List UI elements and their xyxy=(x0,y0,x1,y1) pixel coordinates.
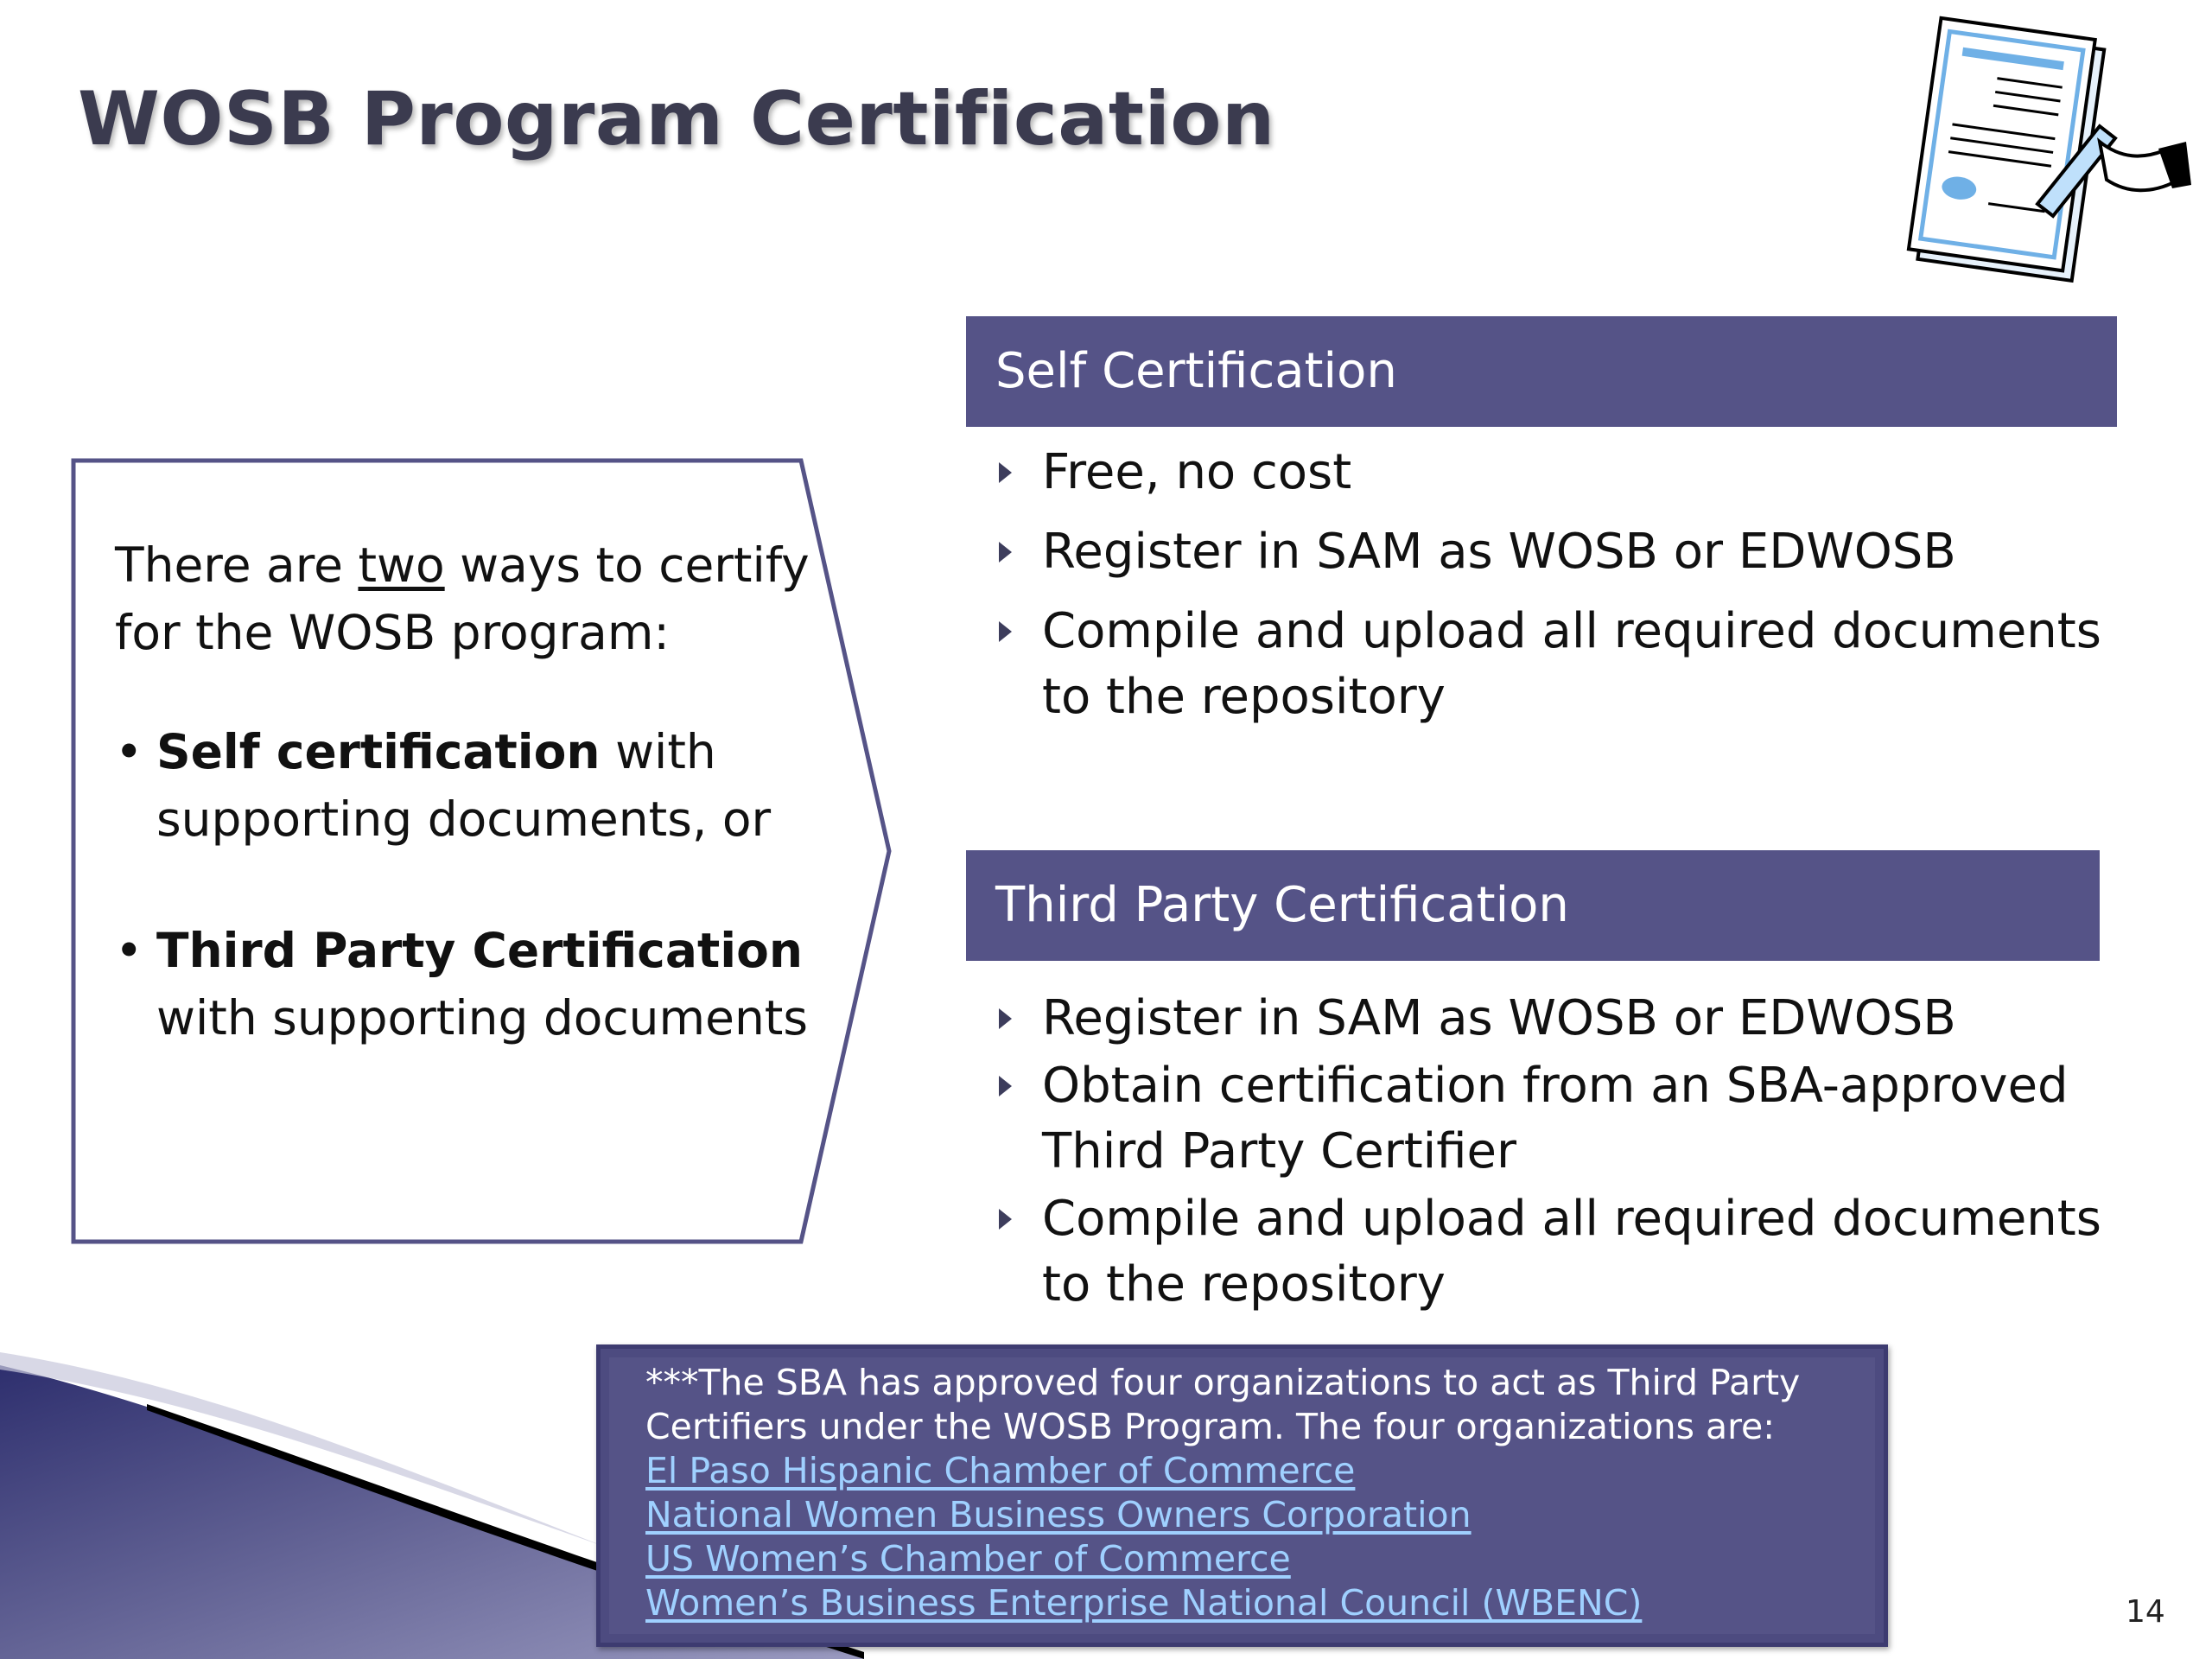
intro-bullets xyxy=(115,718,832,1052)
intro-bullet-self: • Self certification with supporting documents, or xyxy=(115,718,832,853)
self-certification-list xyxy=(994,440,2117,744)
list-item: Register in SAM as WOSB or EDWOSB xyxy=(994,519,2117,585)
certifiers-note xyxy=(596,1344,1888,1647)
intro-text xyxy=(115,531,832,1116)
list-item: Compile and upload all required documents to the repository xyxy=(994,599,2117,730)
intro-bullet-third-party: • Third Party Certification with supporting documents xyxy=(115,917,832,1052)
intro-emphasis: two xyxy=(358,537,445,593)
document-signing-icon xyxy=(1884,12,2195,289)
slide-title: WOSB Program Certification xyxy=(78,76,1275,162)
link-national-women-business-owners[interactable]: National Women Business Owners Corporation xyxy=(645,1494,1471,1535)
note-text: ***The SBA has approved four organizations to act as Third Party Certifiers under the WOSB Program. The four organizations are: xyxy=(645,1362,1801,1447)
list-item: Register in SAM as WOSB or EDWOSB xyxy=(994,986,2117,1052)
self-certification-heading: Self Certification xyxy=(966,316,2117,427)
link-wbenc[interactable]: Women’s Business Enterprise National Council (WBENC) xyxy=(645,1582,1643,1624)
list-item: Compile and upload all required documents to the repository xyxy=(994,1186,2117,1318)
list-item: Obtain certification from an SBA-approved Third Party Certifier xyxy=(994,1053,2117,1185)
intro-sentence: There are two ways to certify for the WOSB program: xyxy=(115,537,810,660)
slide-number: 14 xyxy=(2126,1594,2165,1630)
list-item: Free, no cost xyxy=(994,440,2117,505)
link-el-paso-hispanic-chamber[interactable]: El Paso Hispanic Chamber of Commerce xyxy=(645,1450,1356,1491)
third-party-certification-list xyxy=(994,986,2117,1319)
third-party-certification-heading: Third Party Certification xyxy=(966,850,2100,961)
link-us-womens-chamber[interactable]: US Women’s Chamber of Commerce xyxy=(645,1538,1291,1580)
